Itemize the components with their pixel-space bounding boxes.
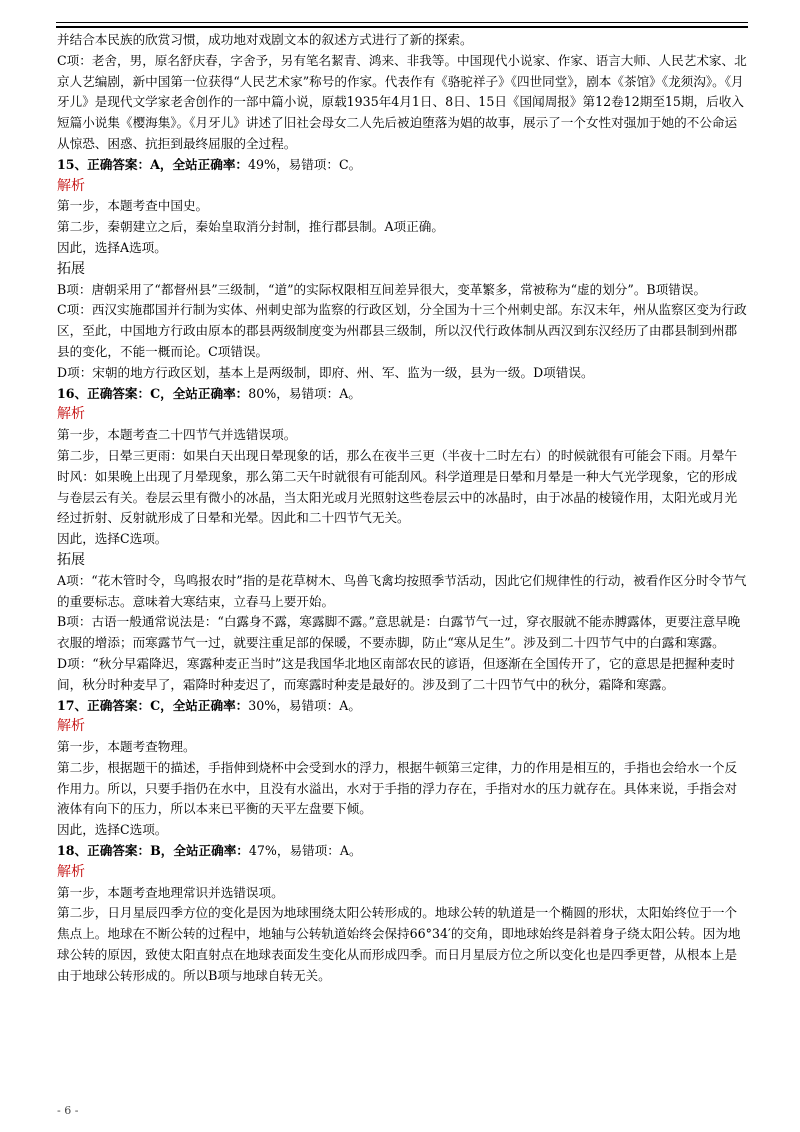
extension-heading: 拓展 xyxy=(57,551,85,568)
paragraph: 并结合本民族的欣赏习惯，成功地对戏剧文本的叙述方式进行了新的探索。 xyxy=(57,32,473,47)
paragraph: B项：唐朝采用了“都督州县”三级制，“道”的实际权限相互间差异很大，变革繁多，常被称为“虚的划分”。B项错误。 xyxy=(57,281,707,297)
analysis-heading: 解析 xyxy=(57,406,85,423)
paragraph: 第一步，本题考查二十四节气并选错误项。 xyxy=(57,427,297,443)
paragraph: 第二步，日晕三更雨：如果白天出现日晕现象的话，那么在夜半三更（半夜十二时左右）的时候就很有可能会下雨。月晕午时风：如果晚上出现了月晕现象，那么第二天午时就很有可能刮风。科学道理是日晕和月晕是一种大气光学现象，它的形成与卷层云有关。卷层云里有微小的冰晶，当太阳光或月光照射这些卷层云中的冰晶时，由于冰晶的棱镜作用，太阳光或月光经过折射、反射就形成了日晕和光晕。因此和二十四节气无关。 xyxy=(57,447,738,526)
answer-label: 16、正确答案： xyxy=(57,385,151,401)
paragraph: 因此，选择C选项。 xyxy=(57,531,168,547)
analysis-heading: 解析 xyxy=(57,177,85,194)
answer-rate-value: 80%，易错项：A。 xyxy=(248,385,361,401)
answer-label: 15、正确答案： xyxy=(57,156,151,172)
paragraph: 第二步，根据题干的描述，手指伸到烧杯中会受到水的浮力，根据牛顿第三定律，力的作用是相互的，手指也会给水一个反作用力。所以，只要手指仍在水中，且没有水溢出，水对于手指的浮力存在，手指对水的压力就存在。具体来说，手指会对液体有向下的压力，所以本来已平衡的天平左盘要下倾。 xyxy=(57,759,738,817)
extension-heading: 拓展 xyxy=(57,260,85,277)
answer-rate-value: 30%，易错项：A。 xyxy=(248,697,361,713)
paragraph: 第一步，本题考查中国史。 xyxy=(57,198,209,214)
paragraph: 第二步，秦朝建立之后，秦始皇取消分封制，推行郡县制。A项正确。 xyxy=(57,219,444,235)
paragraph: 因此，选择A选项。 xyxy=(57,239,167,255)
document-body xyxy=(57,30,747,987)
paragraph: 第二步，日月星辰四季方位的变化是因为地球围绕太阳公转形成的。地球公转的轨道是一个椭圆的形状，太阳始终位于一个焦点上。地球在不断公转的过程中，地轴与公转轨道始终会保持66°34′的交角，即地球始终是斜着身子绕太阳公转。因为地球公转的原因，致使太阳直射点在地球表面发生变化从而形成四季。而日月星辰方位之所以变化也是四季更替，从根本上是由于地球公转形成的。所以B项与地球自转无关。 xyxy=(57,905,741,983)
answer-label: 18、正确答案： xyxy=(57,843,151,859)
answer-rate-value: 49%，易错项：C。 xyxy=(248,156,362,172)
paragraph: 因此，选择C选项。 xyxy=(57,822,168,838)
answer-label: 17、正确答案： xyxy=(57,697,151,713)
answer-rate-value: 47%，易错项：A。 xyxy=(248,843,362,859)
analysis-heading: 解析 xyxy=(57,718,85,735)
header-rule-thin xyxy=(56,22,748,23)
page-number: - 6 - xyxy=(57,1104,79,1117)
paragraph: D项：宋朝的地方行政区划，基本上是两级制，即府、州、军、监为一级，县为一级。D项错误。 xyxy=(57,364,594,380)
answer-line xyxy=(57,841,747,862)
header-rule-thick xyxy=(56,26,748,28)
paragraph: C项：西汉实施郡国并行制为实体、州刺史部为监察的行政区划，分全国为十三个州刺史部。东汉末年，州从监察区变为行政区，至此，中国地方行政由原本的郡县两级制度变为州郡县三级制，所以汉代行政体制从西汉到东汉经历了由郡县制到州郡县的变化，不能一概而论。C项错误。 xyxy=(57,302,747,359)
paragraph: D项：“秋分早霜降迟，寒露种麦正当时”这是我国华北地区南部农民的谚语，但逐渐在全国传开了，它的意思是把握种麦时间，秋分时种麦早了，霜降时种麦迟了，而寒露时种麦是最好的。涉及到了二十四节气中的秋分，霜降和寒露。 xyxy=(57,655,735,692)
paragraph: A项：“花木管时令，鸟鸣报农时”指的是花草树木、鸟兽飞禽均按照季节活动，因此它们规律性的行动，被看作区分时令节气的重要标志。意味着大寒结束，立春马上要开始。 xyxy=(57,572,747,609)
paragraph: 第一步，本题考查地理常识并选错误项。 xyxy=(57,884,284,900)
answer-line xyxy=(57,384,747,405)
analysis-heading: 解析 xyxy=(57,863,85,880)
answer-rate-label: B，全站正确率： xyxy=(150,843,249,859)
answer-line xyxy=(57,155,747,176)
answer-rate-label: C，全站正确率： xyxy=(150,697,249,713)
paragraph: 第一步，本题考查物理。 xyxy=(57,739,196,755)
paragraph: B项：古语一般通常说法是：“白露身不露，寒露脚不露。”意思就是：白露节气一过，穿衣服就不能赤膊露体，更要注意早晚衣服的增添；而寒露节气一过，就要注重足部的保暖，不要赤脚，防止“寒从足生”。涉及到二十四节气中的白露和寒露。 xyxy=(57,614,741,651)
answer-rate-label: C，全站正确率： xyxy=(150,385,249,401)
answer-line xyxy=(57,696,747,717)
paragraph: C项：老舍，男，原名舒庆春，字舍予，另有笔名絜青、鸿来、非我等。中国现代小说家、作家、语言大师、人民艺术家、北京人艺编剧，新中国第一位获得“人民艺术家”称号的作家。代表作有《骆驼祥子》《四世同堂》，剧本《茶馆》《龙须沟》。《月牙儿》是现代文学家老舍创作的一部中篇小说，原载1935年4月1日、8日、15日《国闻周报》第12卷12期至15期，后收入短篇小说集《樱海集》。《月牙儿》讲述了旧社会母女二人先后被迫堕落为娼的故事，展示了一个女性对强加于她的不公命运从惊恐、困惑、抗拒到最终屈服的全过程。 xyxy=(57,52,747,151)
answer-rate-label: A，全站正确率： xyxy=(150,156,249,172)
